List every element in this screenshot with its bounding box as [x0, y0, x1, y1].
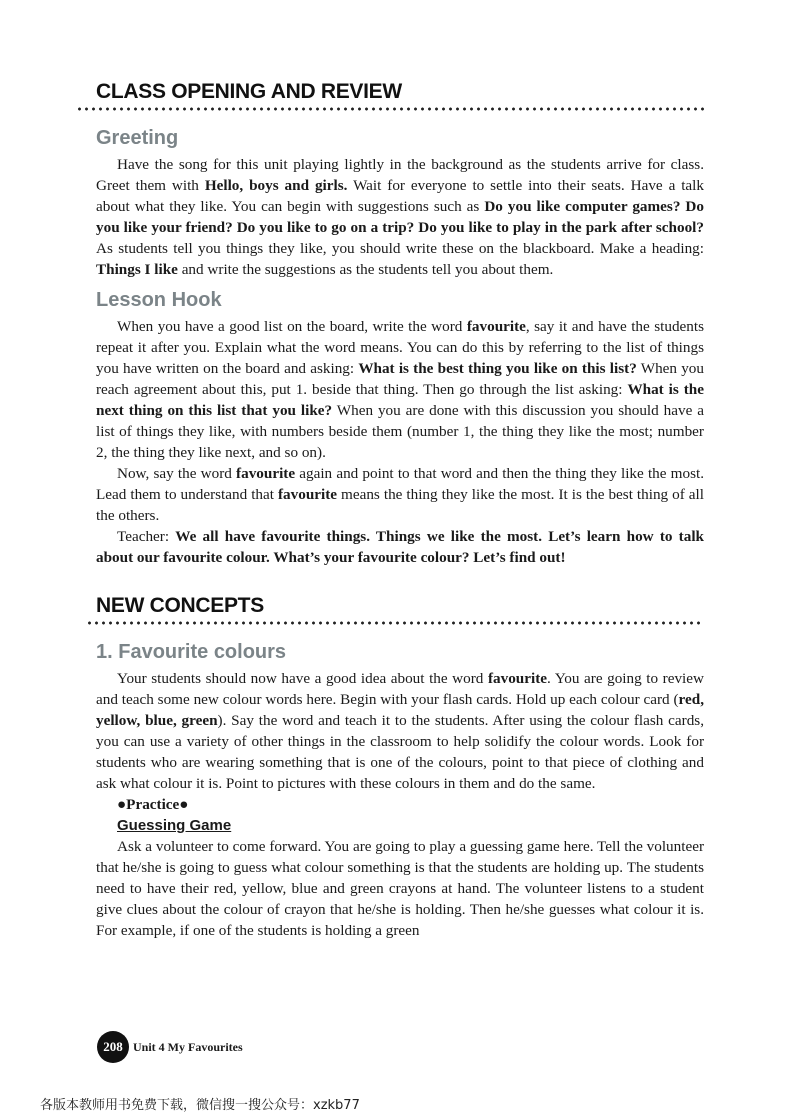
- page-content: [96, 80, 704, 941]
- text-run: Teacher:: [117, 528, 176, 545]
- bold-text-run: Hello, boys and girls.: [204, 177, 348, 194]
- greeting-paragraph: [96, 154, 704, 280]
- text-run: When you are done with this discussion you should have a list of things they like, with numbers beside them (number 1, the thing they like the most; number 2, the thing they like next, and so on).: [96, 402, 704, 461]
- bold-text-run: favourite: [487, 670, 548, 687]
- page-footer: [97, 1031, 243, 1063]
- text-run: ). Say the word and teach it to the students. After using the colour flash cards, you can use a variety of other things in the classroom to help solidify the colour words. Look for students who are wearing something that is one of the colours, point to that piece of clothing and ask what colour it is. Point to pictures with these colours in them and do the same.: [96, 712, 705, 792]
- text-run: Have the song for this unit playing lightly in the background as the students arrive for class. Greet them with: [96, 156, 704, 194]
- guessing-game-paragraph: [96, 836, 704, 941]
- lesson-hook-paragraph-2: [96, 463, 704, 526]
- page-number: 208: [97, 1031, 129, 1063]
- text-run: Now, say the word: [117, 465, 237, 482]
- text-run: Wait for everyone to settle into their seats. Have a talk about what they like. You can begin with suggestions such as: [96, 177, 704, 215]
- bold-text-run: red, yellow, blue, green: [96, 691, 704, 729]
- text-run: When you have a good list on the board, write the word: [117, 318, 467, 335]
- text-run: Your students should now have a good idea about the word: [117, 670, 488, 687]
- favourite-colours-paragraph: [96, 668, 704, 794]
- text-run: and write the suggestions as the students tell you about them.: [177, 261, 554, 278]
- practice-label: ●Practice●: [117, 796, 189, 813]
- lesson-hook-paragraph-1: [96, 316, 704, 463]
- lesson-hook-heading: Lesson Hook: [96, 289, 222, 311]
- bold-text-run: favourite: [466, 318, 526, 335]
- text-run: , say it and have the students repeat it after you. Explain what the word means. You can do this by referring to the list of things you have written on the board and asking:: [96, 318, 704, 377]
- bold-text-run: Do you like computer games? Do you like your friend? Do you like to go on a trip? Do you like to play in the park after school?: [96, 198, 704, 236]
- dotted-rule: [76, 106, 704, 112]
- bold-text-run: favourite: [236, 465, 296, 482]
- section-header-opening: [96, 80, 704, 104]
- section-title: NEW CONCEPTS: [96, 594, 264, 617]
- dotted-rule: [86, 620, 704, 626]
- lesson-hook-paragraph-3: [96, 526, 704, 568]
- text-run: . You are going to review and teach some new colour words here. Begin with your flash cards. Hold up each colour card (: [96, 670, 704, 708]
- unit-label: Unit 4 My Favourites: [133, 1039, 243, 1054]
- text-run: means the thing they like the most. It is the best thing of all the others.: [96, 486, 704, 524]
- guessing-game-title: Guessing Game: [117, 817, 232, 834]
- bold-text-run: What is the best thing you like on this list?: [358, 360, 637, 377]
- favourite-colours-heading: 1. Favourite colours: [96, 641, 287, 663]
- greeting-heading: Greeting: [96, 127, 179, 149]
- bold-text-run: Things I like: [96, 261, 178, 278]
- text-run: Ask a volunteer to come forward. You are going to play a guessing game here. Tell the volunteer that he/she is going to guess what colour something is that the students are holding up. The students need to have their red, yellow, blue and green crayons at hand. The volunteer listens to a student give clues about the colour of crayon that he/she is holding. Then he/she guesses what colour it is. For example, if one of the students is holding a green: [96, 838, 704, 939]
- bold-text-run: What is the next thing on this list that you like?: [96, 381, 704, 419]
- section-header-new-concepts: [96, 594, 704, 618]
- text-run: As students tell you things they like, you should write these on the blackboard. Make a heading:: [96, 240, 704, 257]
- text-run: When you reach agreement about this, put 1. beside that thing. Then go through the list asking:: [96, 360, 704, 398]
- watermark-text: 各版本教师用书免费下载，微信搜一搜公众号：xzkb77: [40, 1098, 360, 1113]
- section-title: CLASS OPENING AND REVIEW: [96, 80, 402, 103]
- bold-text-run: favourite: [277, 486, 338, 503]
- text-run: again and point to that word and then the thing they like the most. Lead them to understand that: [96, 465, 704, 503]
- bold-text-run: We all have favourite things. Things we like the most. Let’s learn how to talk about our favourite colour. What’s your favourite colour? Let’s find out!: [96, 528, 704, 566]
